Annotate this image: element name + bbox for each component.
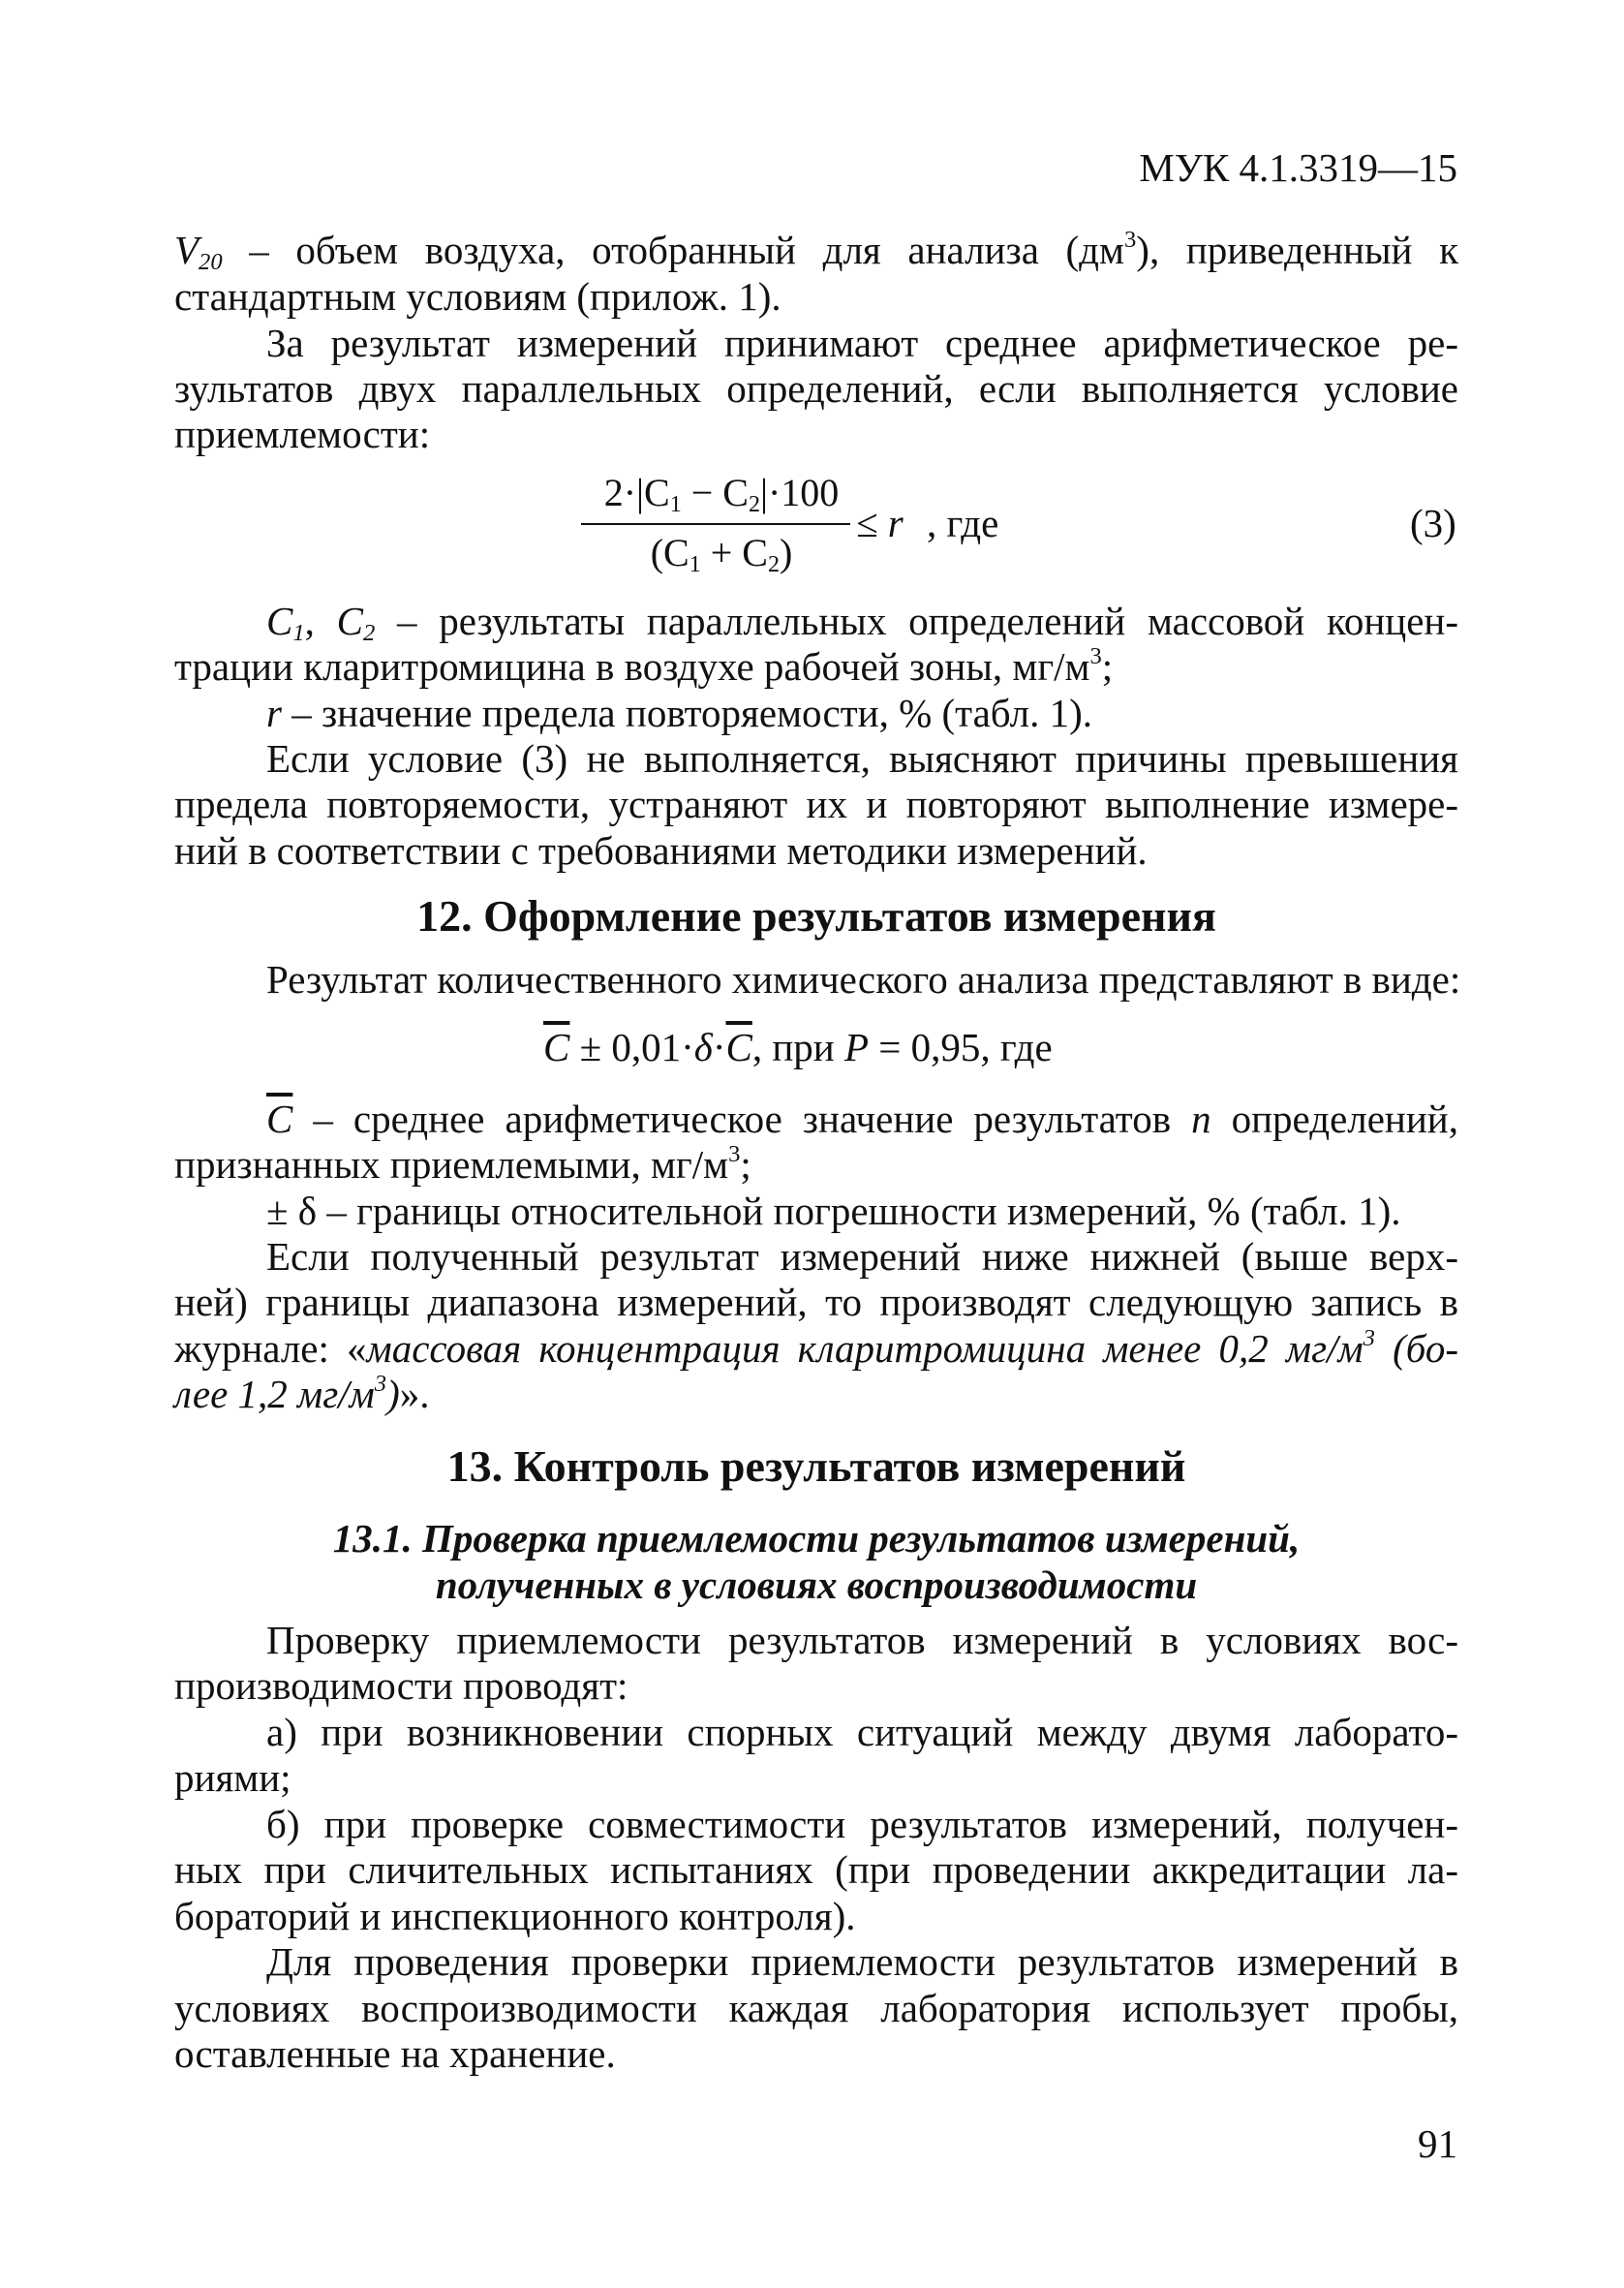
- section-12-heading: 12. Оформление результатов измерения: [416, 891, 1216, 941]
- paragraph-below-range-line-3: журнале: «массовая концентрация кларитромицина менее 0,2 $мг/м^3$ (бо-: [174, 1324, 1459, 1371]
- paragraph-samples-line-3: оставленные на хранение.: [174, 2031, 616, 2076]
- document-code: МУК 4.1.3319—15: [1139, 145, 1457, 190]
- paragraph-v20-line-2: стандартным условиям (прилож. 1).: [174, 274, 781, 319]
- paragraph-check-line-2: производимости проводят:: [174, 1663, 628, 1708]
- paragraph-below-range-line-2: ней) границы диапазона измерений, то производят следующую запись в: [174, 1280, 1458, 1324]
- paragraph-c1c2-line-1: $C_1$, $C_2$ – результаты параллельных определений массовой концен-: [266, 599, 1458, 647]
- paragraph-result-line-2: зультатов двух параллельных определений, если выполняется условие: [174, 366, 1458, 411]
- formula-3-denominator: $(C_1 + C_2)$: [650, 531, 793, 577]
- paragraph-item-b-line-3: бораторий и инспекционного контроля).: [174, 1894, 856, 1938]
- paragraph-result-line-1: За результат измерений принимают среднее арифметическое ре-: [266, 321, 1458, 365]
- paragraph-item-b-line-1: б) при проверке совместимости результатов измерений, получен-: [266, 1802, 1458, 1846]
- paragraph-item-b-line-2: ных при сличительных испытаниях (при проведении аккредитации ла-: [174, 1847, 1458, 1892]
- section-13-1-heading-line-1: 13.1. Проверка приемлемости результатов измерений,: [332, 1516, 1301, 1561]
- paragraph-condition-line-2: предела повторяемости, устраняют их и повторяют выполнение измере-: [174, 782, 1458, 826]
- formula-3-fraction-bar: [581, 523, 850, 525]
- formula-result: $\overline{C} \pm 0,01\cdot\delta\cdot\overline{C}$, при P = 0,95, где: [543, 1025, 1053, 1069]
- formula-3-numerator: $2\cdot|C_1 - C_2|\cdot 100$: [603, 471, 840, 517]
- paragraph-check-line-1: Проверку приемлемости результатов измерений в условиях вос-: [266, 1618, 1458, 1662]
- formula-3-relation: ≤ r: [856, 501, 904, 545]
- paragraph-below-range-line-1: Если полученный результат измерений ниже нижней (выше верх-: [266, 1234, 1458, 1279]
- formula-3-number: (3): [1410, 501, 1456, 545]
- paragraph-v20-line-1: $V_{20}$ – объем воздуха, отобранный для анализа $(дм^3)$, приведенный к: [174, 226, 1458, 276]
- paragraph-below-range-line-4: лее 1,2 $мг/м^3$)».: [174, 1370, 430, 1416]
- section-13-1-heading-line-2: полученных в условиях воспроизводимости: [435, 1562, 1198, 1607]
- paragraph-delta-definition: ± δ – границы относительной погрешности измерений, % (табл. 1).: [266, 1189, 1401, 1233]
- section-13-heading: 13. Контроль результатов измерений: [446, 1441, 1186, 1491]
- paragraph-c1c2-line-2: трации кларитромицина в воздухе рабочей зоны, $мг/м^3$;: [174, 642, 1114, 689]
- paragraph-mean-line-2: признанных приемлемыми, $мг/м^3$;: [174, 1140, 751, 1187]
- paragraph-condition-line-1: Если условие (3) не выполняется, выясняют причины превышения: [266, 736, 1458, 781]
- paragraph-mean-line-1: $\overline{C}$ – среднее арифметическое значение результатов n определений,: [266, 1097, 1458, 1141]
- page-number: 91: [1418, 2121, 1457, 2166]
- paragraph-condition-line-3: ний в соответствии с требованиями методики измерений.: [174, 828, 1148, 873]
- paragraph-r-definition: r – значение предела повторяемости, % (табл. 1).: [266, 691, 1092, 735]
- paragraph-result-presentation: Результат количественного химического анализа представляют в виде:: [266, 957, 1461, 1002]
- paragraph-item-a-line-1: а) при возникновении спорных ситуаций между двумя лаборато-: [266, 1710, 1458, 1754]
- paragraph-samples-line-1: Для проведения проверки приемлемости результатов измерений в: [266, 1939, 1458, 1984]
- paragraph-samples-line-2: условиях воспроизводимости каждая лаборатория использует пробы,: [174, 1986, 1458, 2030]
- paragraph-item-a-line-2: риями;: [174, 1755, 291, 1800]
- formula-3-where: , где: [927, 501, 999, 545]
- paragraph-result-line-3: приемлемости:: [174, 412, 431, 456]
